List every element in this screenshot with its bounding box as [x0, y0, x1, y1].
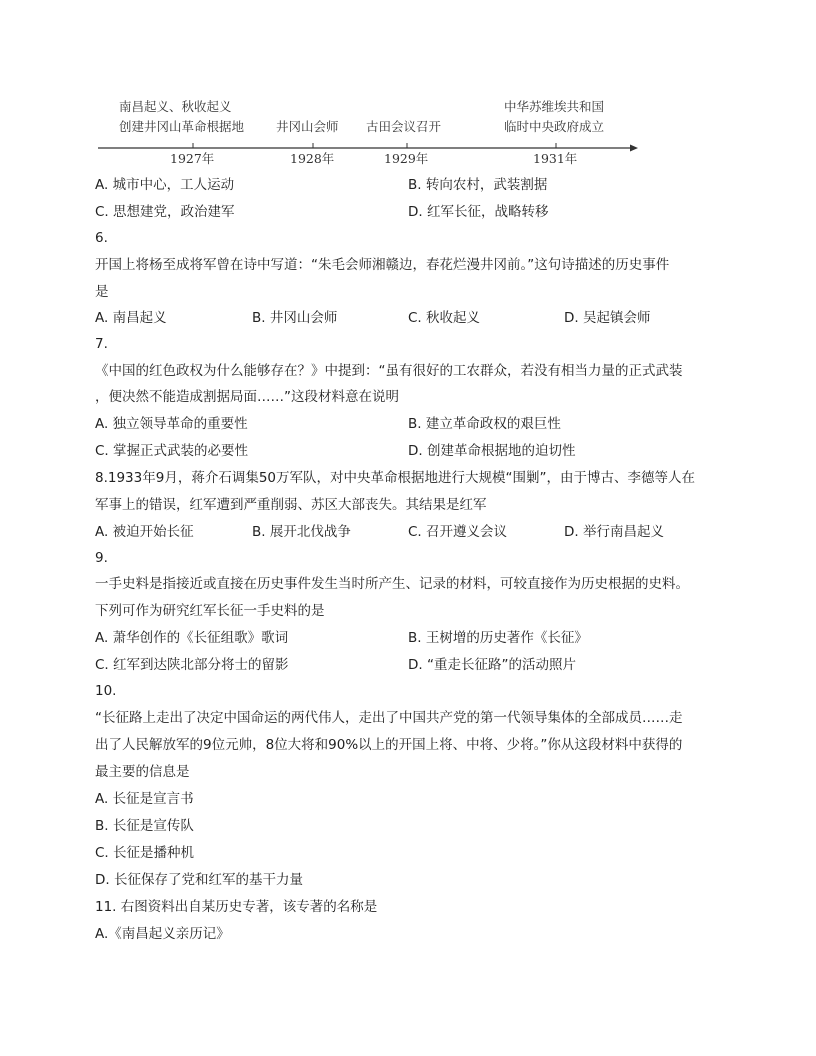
q9-option-a[interactable]: A. 萧华创作的《长征组歌》歌词	[95, 630, 289, 646]
q5-option-c[interactable]: C. 思想建党，政治建军	[95, 204, 235, 220]
q11-stem-line: 11. 右图资料出自某历史专著，该专著的名称是	[95, 899, 378, 915]
timeline-year-label: 1927年	[170, 151, 215, 166]
q10-stem-line: 出了人民解放军的9位元帅，8位大将和90%以上的开国上将、中将、少将。”你从这段材料中获得的	[95, 737, 683, 753]
timeline-year-label: 1931年	[533, 151, 578, 166]
q6-option-c[interactable]: C. 秋收起义	[408, 310, 481, 326]
q6-option-a[interactable]: A. 南昌起义	[95, 310, 167, 326]
q8-option-b[interactable]: B. 展开北伐战争	[252, 524, 351, 540]
q10-number: 10.	[95, 683, 117, 699]
arrow-icon	[630, 145, 638, 152]
q9-option-b[interactable]: B. 王树增的历史著作《长征》	[408, 630, 588, 646]
timeline-event-line: 临时中央政府成立	[504, 119, 605, 134]
timeline-event-1931	[504, 97, 604, 137]
q10-stem-line: “长征路上走出了决定中国命运的两代伟人，走出了中国共产党的第一代领导集体的全部成员……走	[95, 710, 683, 726]
q10-option-b[interactable]: B. 长征是宣传队	[95, 818, 194, 834]
q6-option-b[interactable]: B. 井冈山会师	[252, 310, 338, 326]
q8-option-c[interactable]: C. 召开遵义会议	[408, 524, 508, 540]
q7-option-b[interactable]: B. 建立革命政权的艰巨性	[408, 416, 561, 432]
timeline-event-line: 井冈山会师	[276, 119, 339, 134]
timeline-event-line: 古田会议召开	[366, 119, 442, 134]
timeline-event-line: 南昌起义、秋收起义	[119, 99, 232, 114]
q9-number: 9.	[95, 550, 108, 566]
q5-option-a[interactable]: A. 城市中心，工人运动	[95, 177, 235, 193]
timeline-event-1928	[276, 117, 339, 137]
timeline-event-line: 创建井冈山革命根据地	[119, 119, 245, 134]
q8-stem-line: 8.1933年9月，蒋介石调集50万军队，对中央革命根据地进行大规模“围剿”，由于博古、李德等人在	[95, 470, 695, 486]
q10-stem-line: 最主要的信息是	[95, 764, 190, 780]
q8-stem-line: 军事上的错误，红军遭到严重削弱、苏区大部丧失。其结果是红军	[95, 497, 487, 513]
q6-stem-line: 开国上将杨至成将军曾在诗中写道：“朱毛会师湘赣边，春花烂漫井冈前。”这句诗描述的历史事件	[95, 257, 670, 273]
q7-stem-line: 《中国的红色政权为什么能够存在？》中提到：“虽有很好的工农群众，若没有相当力量的正式武装	[95, 363, 683, 379]
q5-option-d[interactable]: D. 红军长征，战略转移	[408, 204, 549, 220]
q9-stem-line: 下列可作为研究红军长征一手史料的是	[95, 603, 325, 619]
q6-option-d[interactable]: D. 吴起镇会师	[564, 310, 651, 326]
timeline-year-label: 1929年	[384, 151, 429, 166]
q9-stem-line: 一手史料是指接近或直接在历史事件发生当时所产生、记录的材料，可较直接作为历史根据的史料。	[95, 576, 689, 592]
q10-option-a[interactable]: A. 长征是宣言书	[95, 791, 194, 807]
q5-option-b[interactable]: B. 转向农村，武装割据	[408, 177, 548, 193]
q6-stem-line: 是	[95, 284, 109, 300]
timeline-year-label: 1928年	[290, 151, 335, 166]
q11-option-a[interactable]: A.《南昌起义亲历记》	[95, 926, 230, 942]
q8-option-d[interactable]: D. 举行南昌起义	[564, 524, 664, 540]
q9-option-c[interactable]: C. 红军到达陕北部分将士的留影	[95, 657, 289, 673]
q7-stem-line: ，便决然不能造成割据局面……”这段材料意在说明	[95, 389, 399, 405]
q7-option-a[interactable]: A. 独立领导革命的重要性	[95, 416, 248, 432]
q10-option-d[interactable]: D. 长征保存了党和红军的基干力量	[95, 872, 303, 888]
q7-option-c[interactable]: C. 掌握正式武装的必要性	[95, 443, 249, 459]
timeline-event-1927	[119, 97, 244, 137]
timeline-event-1929	[366, 117, 441, 137]
q9-option-d[interactable]: D. “重走长征路”的活动照片	[408, 657, 576, 673]
timeline	[95, 95, 640, 170]
q7-option-d[interactable]: D. 创建革命根据地的迫切性	[408, 443, 576, 459]
timeline-event-line: 中华苏维埃共和国	[504, 99, 605, 114]
q8-option-a[interactable]: A. 被迫开始长征	[95, 524, 194, 540]
q6-number: 6.	[95, 230, 108, 246]
q10-option-c[interactable]: C. 长征是播种机	[95, 845, 195, 861]
q7-number: 7.	[95, 336, 108, 352]
